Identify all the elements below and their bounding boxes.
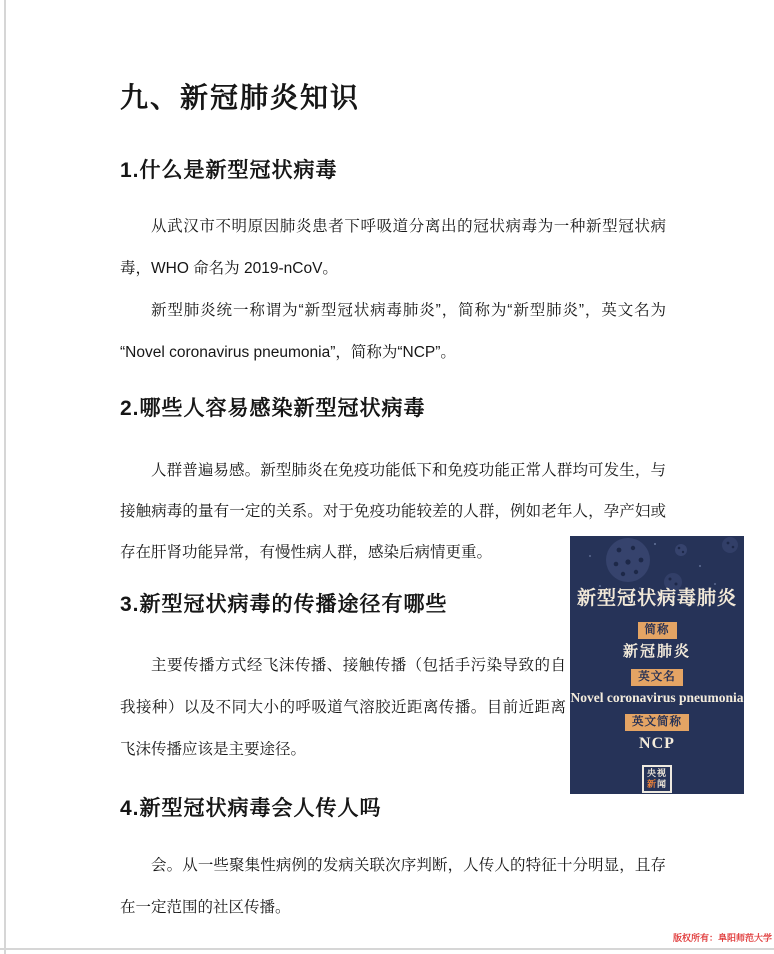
paragraph-line: 人群普遍易感。新型肺炎在免疫功能低下和免疫功能正常人群均可发生，与 [151, 462, 666, 479]
page-edge-left [4, 0, 6, 954]
paragraph-line: 会。从一些聚集性病例的发病关联次序判断，人传人的特征十分明显，且存 [151, 857, 666, 874]
document-title: 九、新冠肺炎知识 [120, 82, 361, 113]
cctv-news-logo [642, 765, 672, 793]
section-3-paragraph [120, 645, 566, 771]
section-heading-1: 1.什么是新型冠状病毒 [120, 159, 338, 182]
page-edge-bottom [0, 948, 774, 950]
cctv-logo-top-text: 央视 [646, 768, 667, 778]
paragraph-line: 毒，WHO 命名为 2019-nCoV。 [120, 260, 338, 277]
section-1-paragraph [120, 206, 666, 374]
section-heading-2: 2.哪些人容易感染新型冠状病毒 [120, 397, 426, 420]
cctv-logo-bottom-text: 新闻 [646, 779, 668, 789]
poster-badge-en-abbr: 英文简称 [625, 714, 689, 731]
paragraph-line: 飞沫传播应该是主要途径。 [120, 741, 307, 758]
poster-en-name-value: Novel coronavirus pneumonia [570, 690, 744, 705]
poster-badge-abbr: 简称 [638, 622, 677, 639]
poster-badge-en-name: 英文名 [631, 669, 683, 686]
paragraph-line: 接触病毒的量有一定的关系。对于免疫功能较差的人群，例如老年人，孕产妇或 [120, 503, 666, 520]
paragraph-line: “Novel coronavirus pneumonia”，简称为“NCP”。 [120, 344, 456, 361]
section-heading-4: 4.新型冠状病毒会人传人吗 [120, 797, 382, 820]
paragraph-line: 新型肺炎统一称谓为“新型冠状病毒肺炎”，简称为“新型肺炎”，英文名为 [151, 302, 666, 319]
paragraph-line: 从武汉市不明原因肺炎患者下呼吸道分离出的冠状病毒为一种新型冠状病 [151, 218, 666, 235]
ncp-poster-image [570, 536, 744, 794]
copyright-watermark: 版权所有：阜阳师范大学 [672, 933, 772, 943]
section-4-paragraph [120, 845, 666, 929]
section-heading-3: 3.新型冠状病毒的传播途径有哪些 [120, 593, 448, 616]
poster-en-abbr-value: NCP [639, 735, 675, 752]
paragraph-line: 我接种）以及不同大小的呼吸道气溶胶近距离传播。目前近距离 [120, 699, 566, 716]
poster-title: 新型冠状病毒肺炎 [576, 588, 737, 609]
paragraph-line: 在一定范围的社区传播。 [120, 899, 291, 916]
poster-abbr-value: 新冠肺炎 [622, 643, 691, 660]
paragraph-line: 主要传播方式经飞沫传播、接触传播（包括手污染导致的自 [151, 657, 566, 674]
paragraph-line: 存在肝肾功能异常，有慢性病人群，感染后病情更重。 [120, 544, 493, 561]
